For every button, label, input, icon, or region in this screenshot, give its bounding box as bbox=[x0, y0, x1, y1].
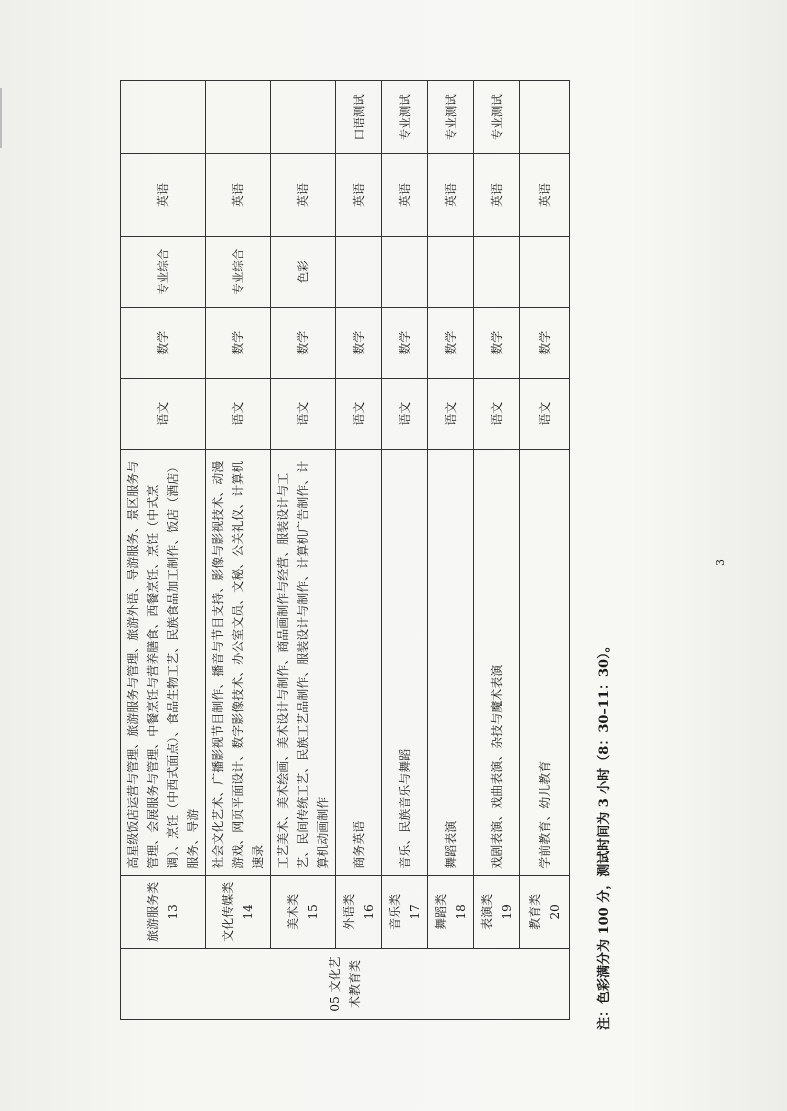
majors-cell: 音乐、民族音乐与舞蹈 bbox=[382, 449, 428, 875]
subject-cell: 专业测试 bbox=[474, 81, 520, 154]
subject-cell: 数学 bbox=[428, 307, 474, 378]
class-cell: 音乐类 17 bbox=[382, 875, 428, 948]
class-cell: 教育类 20 bbox=[520, 875, 570, 948]
majors-cell: 社会文化艺术、广播影视节目制作、播音与节目支持、影像与影视技术、动漫游戏、网页平面设计、数字影像技术、办公室文员、文秘、公关礼仪、计算机速录 bbox=[206, 449, 271, 875]
subject-cell bbox=[121, 81, 206, 154]
subject-cell bbox=[336, 236, 382, 307]
table-row bbox=[520, 81, 570, 1020]
page-number: 3 bbox=[714, 559, 727, 566]
footnote: 注：色彩满分为 100 分，测试时间为 3 小时（8：30–11：30）。 bbox=[597, 639, 612, 1030]
subject-cell: 英语 bbox=[520, 154, 570, 236]
subject-cell: 语文 bbox=[474, 378, 520, 449]
table-row bbox=[271, 81, 336, 1020]
subject-cell: 英语 bbox=[206, 154, 271, 236]
majors-cell: 舞蹈表演 bbox=[428, 449, 474, 875]
subject-cell: 英语 bbox=[382, 154, 428, 236]
subject-cell: 英语 bbox=[474, 154, 520, 236]
table-row bbox=[474, 81, 520, 1020]
class-cell: 旅游服务类 13 bbox=[121, 875, 206, 948]
table-row bbox=[382, 81, 428, 1020]
subject-cell: 语文 bbox=[428, 378, 474, 449]
subject-cell: 数学 bbox=[336, 307, 382, 378]
subject-cell: 英语 bbox=[121, 154, 206, 236]
subject-cell: 口语测试 bbox=[336, 81, 382, 154]
subject-cell bbox=[206, 81, 271, 154]
subject-cell: 数学 bbox=[474, 307, 520, 378]
table-row bbox=[121, 81, 206, 1020]
class-cell: 外语类 16 bbox=[336, 875, 382, 948]
subject-cell bbox=[520, 236, 570, 307]
class-cell: 舞蹈类 18 bbox=[428, 875, 474, 948]
subject-cell: 专业综合 bbox=[121, 236, 206, 307]
exam-subject-table bbox=[120, 80, 570, 1020]
rotated-table-wrapper bbox=[120, 80, 562, 1020]
subject-cell: 数学 bbox=[271, 307, 336, 378]
subject-cell: 英语 bbox=[428, 154, 474, 236]
subject-cell: 专业综合 bbox=[206, 236, 271, 307]
subject-cell: 数学 bbox=[206, 307, 271, 378]
majors-cell: 学前教育、幼儿教育 bbox=[520, 449, 570, 875]
subject-cell: 数学 bbox=[121, 307, 206, 378]
class-cell: 表演类 19 bbox=[474, 875, 520, 948]
subject-cell: 语文 bbox=[271, 378, 336, 449]
majors-cell: 戏剧表演、戏曲表演、杂技与魔术表演 bbox=[474, 449, 520, 875]
subject-cell bbox=[382, 236, 428, 307]
subject-cell: 英语 bbox=[336, 154, 382, 236]
subject-cell: 英语 bbox=[271, 154, 336, 236]
subject-cell: 语文 bbox=[206, 378, 271, 449]
subject-cell: 语文 bbox=[382, 378, 428, 449]
subject-cell bbox=[474, 236, 520, 307]
subject-cell: 数学 bbox=[520, 307, 570, 378]
subject-cell: 语文 bbox=[336, 378, 382, 449]
table-row bbox=[336, 81, 382, 1020]
table-row bbox=[428, 81, 474, 1020]
subject-cell: 专业测试 bbox=[428, 81, 474, 154]
subject-cell: 语文 bbox=[121, 378, 206, 449]
subject-cell: 数学 bbox=[382, 307, 428, 378]
scan-edge-mark bbox=[0, 88, 6, 148]
subject-cell bbox=[428, 236, 474, 307]
subject-cell: 语文 bbox=[520, 378, 570, 449]
majors-cell: 高星级饭店运营与管理、旅游服务与管理、旅游外语、导游服务、景区服务与管理、会展服务与管理、中餐烹饪与营养膳食、西餐烹饪、烹饪（中式烹调）、烹饪（中西式面点）、食品生物工艺、民族食品加工制作、饭店（酒店）服务、导游 bbox=[121, 449, 206, 875]
subject-cell bbox=[271, 81, 336, 154]
class-cell: 文化传媒类 14 bbox=[206, 875, 271, 948]
category-cell: 05 文化艺术教育类 bbox=[121, 949, 570, 1020]
table-row bbox=[206, 81, 271, 1020]
majors-cell: 工艺美术、美术绘画、美术设计与制作、商品画制作与经营、服装设计与工艺、民间传统工艺、民族工艺品制作、服装设计与制作、计算机广告制作、计算机动画制作 bbox=[271, 449, 336, 875]
majors-cell: 商务英语 bbox=[336, 449, 382, 875]
subject-cell bbox=[520, 81, 570, 154]
subject-cell: 专业测试 bbox=[382, 81, 428, 154]
class-cell: 美术类 15 bbox=[271, 875, 336, 948]
subject-cell: 色彩 bbox=[271, 236, 336, 307]
